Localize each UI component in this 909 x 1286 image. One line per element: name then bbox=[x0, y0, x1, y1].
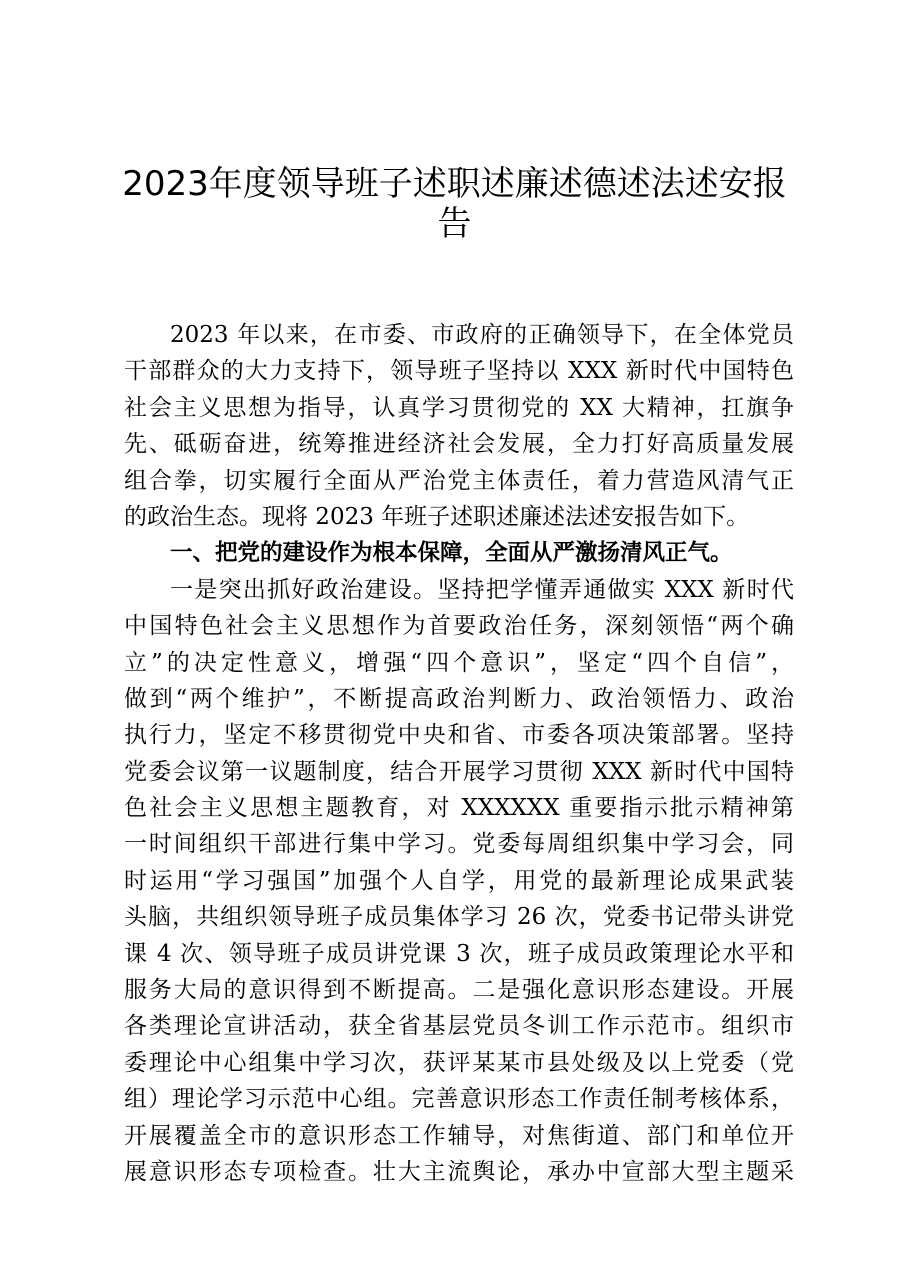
paragraph-line: 社会主义思想为指导，认真学习贯彻党的 XX 大精神，扛旗争 bbox=[124, 394, 794, 421]
paragraph-line: 先、砥砺奋进，统筹推进经济社会发展，全力打好高质量发展 bbox=[124, 431, 794, 458]
paragraph-line: 头脑，共组织领导班子成员集体学习 26 次，党委书记带头讲党 bbox=[124, 904, 794, 931]
document-title-line-1: 2023年度领导班子述职述廉述德述法述安报 bbox=[122, 164, 787, 204]
paragraph-line: 色社会主义思想主题教育，对 XXXXXX 重要指示批示精神第 bbox=[124, 795, 794, 822]
paragraph-line: 2023 年以来，在市委、市政府的正确领导下，在全体党员 bbox=[170, 322, 794, 348]
section-heading: 一、把党的建设作为根本保障，全面从严激扬清风正气。 bbox=[170, 540, 733, 567]
document-body bbox=[124, 317, 794, 1190]
paragraph-line: 展意识形态专项检查。壮大主流舆论，承办中宣部大型主题采 bbox=[124, 1158, 794, 1185]
paragraph-line: 委理论中心组集中学习次，获评某某市县处级及以上党委（党 bbox=[124, 1049, 794, 1076]
paragraph-line: 服务大局的意识得到不断提高。二是强化意识形态建设。开展 bbox=[124, 977, 794, 1004]
paragraph-line: 一是突出抓好政治建设。坚持把学懂弄通做实 XXX 新时代 bbox=[170, 576, 794, 603]
paragraph-line: 的政治生态。现将 2023 年班子述职述廉述法述安报告如下。 bbox=[124, 503, 750, 530]
paragraph-line: 开展覆盖全市的意识形态工作辅导，对焦街道、部门和单位开 bbox=[124, 1122, 794, 1149]
paragraph-line: 做到“两个维护”，不断提高政治判断力、政治领悟力、政治 bbox=[124, 685, 794, 712]
paragraph-line: 干部群众的大力支持下，领导班子坚持以 XXX 新时代中国特色 bbox=[124, 358, 794, 385]
paragraph-line: 中国特色社会主义思想作为首要政治任务，深刻领悟“两个确 bbox=[124, 613, 794, 640]
paragraph-line: 组）理论学习示范中心组。完善意识形态工作责任制考核体系， bbox=[124, 1086, 794, 1113]
document-title-line-2: 告 bbox=[437, 204, 472, 244]
paragraph-line: 时运用“学习强国”加强个人自学，用党的最新理论成果武装 bbox=[124, 867, 794, 894]
paragraph-line: 一时间组织干部进行集中学习。党委每周组织集中学习会，同 bbox=[124, 831, 794, 858]
paragraph-line: 执行力，坚定不移贯彻党中央和省、市委各项决策部署。坚持 bbox=[124, 722, 794, 749]
paragraph-line: 课 4 次、领导班子成员讲党课 3 次，班子成员政策理论水平和 bbox=[124, 940, 794, 967]
paragraph-line: 党委会议第一议题制度，结合开展学习贯彻 XXX 新时代中国特 bbox=[124, 758, 794, 785]
paragraph-line: 各类理论宣讲活动，获全省基层党员冬训工作示范市。组织市 bbox=[124, 1013, 794, 1040]
paragraph-line: 组合拳，切实履行全面从严治党主体责任，着力营造风清气正 bbox=[124, 467, 794, 494]
paragraph-line: 立”的决定性意义，增强“四个意识”，坚定“四个自信”， bbox=[124, 649, 794, 676]
